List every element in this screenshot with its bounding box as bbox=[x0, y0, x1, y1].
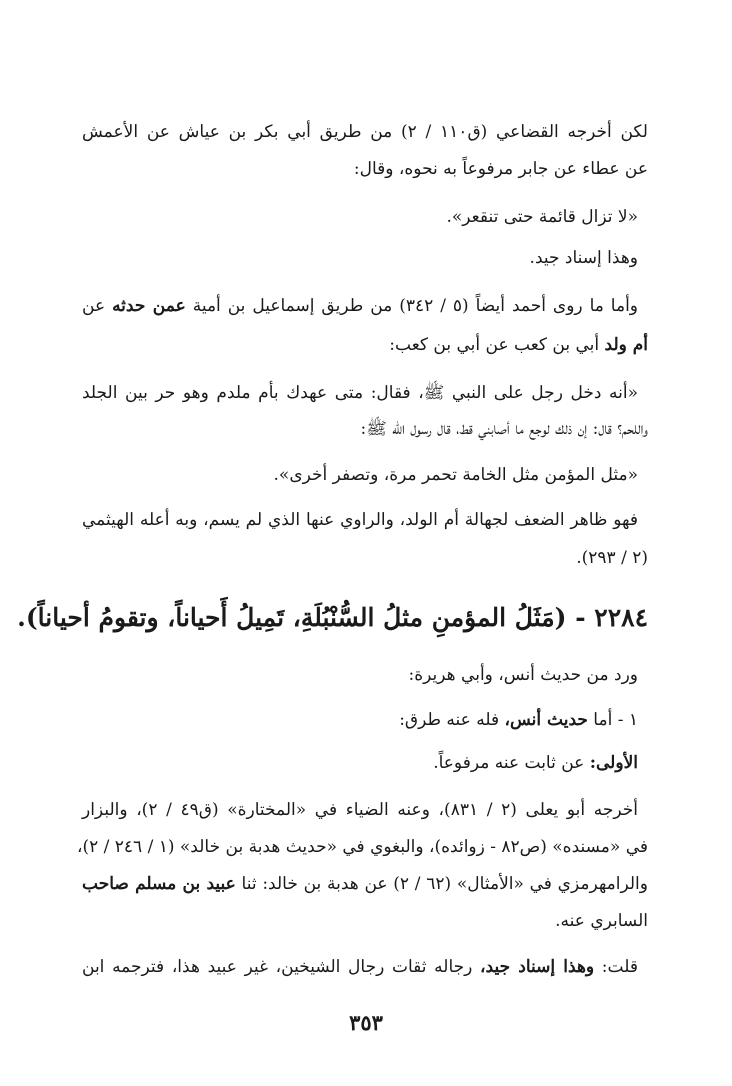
text-line: فهو ظاهر الضعف لجهالة أم الولد، والراوي عنها الذي لم يسم، وبه أعله الهيثمي bbox=[82, 510, 638, 530]
text-line: الأولى: عن ثابت عنه مرفوعاً. bbox=[433, 753, 638, 773]
quote-line: واللحم؟ قال: إن ذلك لوجع ما أصابني قط، قال رسول الله ﷺ: bbox=[360, 419, 648, 439]
text-line: (٢ / ٢٩٣). bbox=[576, 548, 648, 568]
page-number: ٣٥٣ bbox=[349, 1010, 383, 1035]
text-line: ١ - أما حديث أنس، فله عنه طرق: bbox=[399, 710, 638, 730]
text-line: ورد من حديث أنس، وأبي هريرة: bbox=[408, 665, 638, 685]
text-line: أم ولد أبي بن كعب عن أبي بن كعب: bbox=[389, 335, 648, 355]
text-line: وهذا إسناد جيد. bbox=[529, 248, 638, 268]
text-line: في «مسنده» (ص٨٢ - زوائده)، والبغوي في «حديث هدبة بن خالد» (١ / ٢٤٦ / ٢)، bbox=[76, 837, 648, 857]
quote-line: «مثل المؤمن مثل الخامة تحمر مرة، وتصفر أخرى». bbox=[273, 465, 638, 485]
text-line: عن عطاء عن جابر مرفوعاً به نحوه، وقال: bbox=[353, 159, 648, 179]
text-line: لكن أخرجه القضاعي (ق١١٠ / ٢) من طريق أبي بكر بن عياش عن الأعمش bbox=[82, 122, 648, 142]
quote-line: «لا تزال قائمة حتى تنقعر». bbox=[446, 207, 638, 227]
text-line: قلت: وهذا إسناد جيد، رجاله ثقات رجال الشيخين، غير عبيد هذا، فترجمه ابن bbox=[82, 957, 638, 977]
hadith-heading: ٢٢٨٤ - (مَثَلُ المؤمنِ مثلُ السُّنْبُلَةِ، تَمِيلُ أَحياناً، وتقومُ أحياناً). bbox=[17, 603, 648, 632]
text-line: والرامهرمزي في «الأمثال» (٦٢ / ٢) عن هدبة بن خالد: ثنا عبيد بن مسلم صاحب bbox=[82, 874, 648, 894]
text-line: وأما ما روى أحمد أيضاً (٥ / ٣٤٢) من طريق إسماعيل بن أمية عمن حدثه عن bbox=[82, 296, 639, 316]
text-line: أخرجه أبو يعلى (٢ / ٨٣١)، وعنه الضياء في «المختارة» (ق٤٩ / ٢)، والبزار bbox=[82, 800, 639, 820]
quote-line: «أنه دخل رجل على النبي ﷺ، فقال: متى عهدك بأم ملدم وهو حر بين الجلد bbox=[82, 383, 638, 403]
text-line: السابري عنه. bbox=[555, 911, 648, 931]
